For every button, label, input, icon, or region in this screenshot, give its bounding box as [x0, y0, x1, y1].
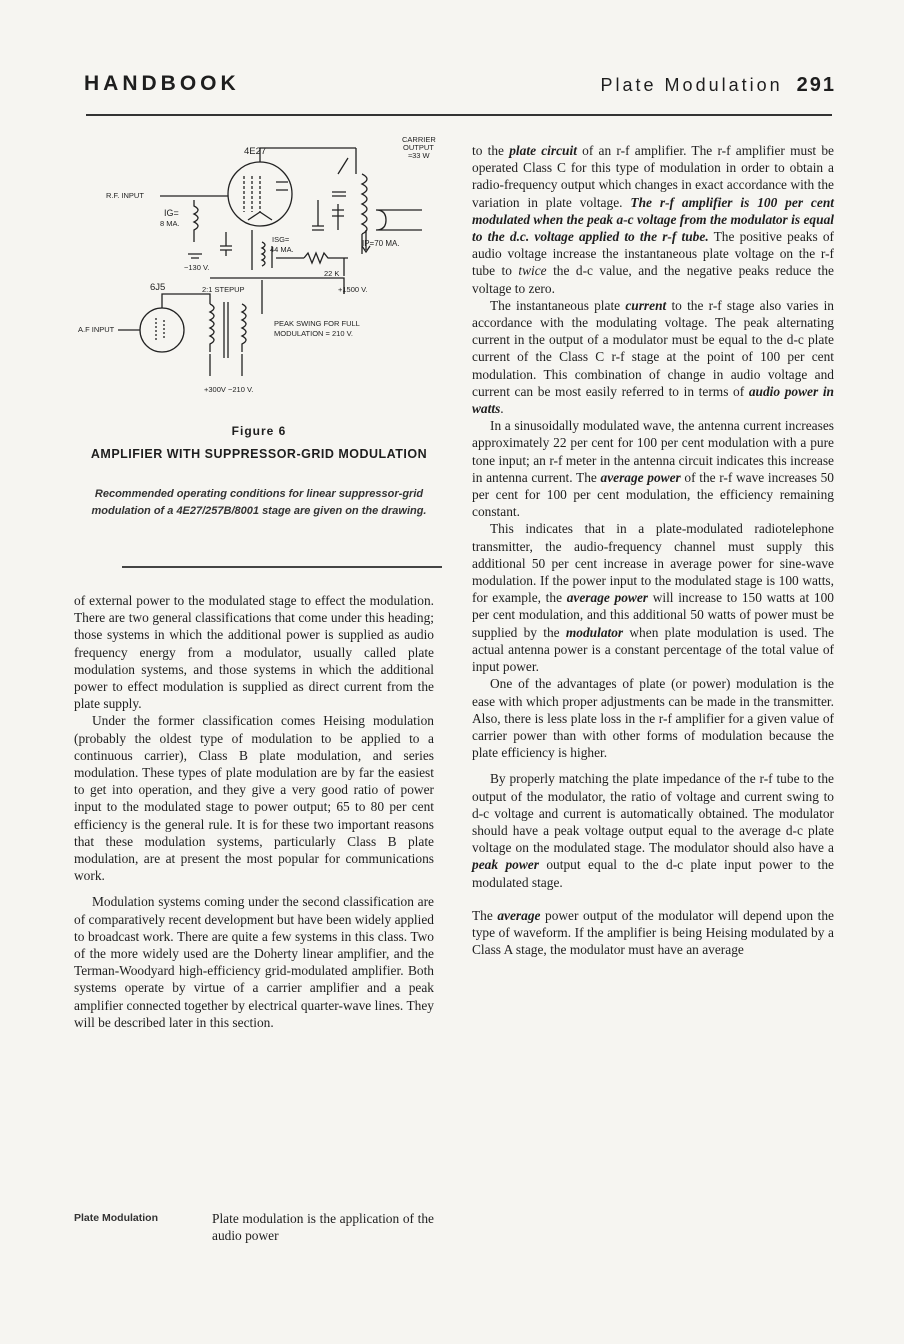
rf-input-label: R.F. INPUT [106, 191, 144, 200]
triode-envelope [140, 308, 184, 352]
r22k-label: 22 K [324, 269, 340, 278]
ig-value-label: 8 MA. [160, 219, 180, 228]
peak-swing-label: PEAK SWING FOR FULL [274, 319, 360, 328]
text-run: when plate modulation is used. The actual antenna power is a constant percentage of the total value of input power. [472, 624, 834, 675]
left-column [74, 592, 434, 1031]
neg130-label: −130 V. [184, 263, 210, 272]
paragraph [472, 907, 834, 959]
isg-label: ISG= [272, 235, 290, 244]
text-run: will increase to 150 watts at 100 per cent modulation, and this additional 50 watts of power must be supplied by the [472, 590, 834, 640]
emphasis: average power [566, 590, 649, 606]
header-rule [86, 114, 832, 116]
page-number: 291 [796, 74, 836, 96]
text-run: power output of the modulator will depend upon the type of waveform. If the amplifier is being Heising modulated by a Class A stage, the modulator must have an average [472, 907, 834, 958]
output-label: OUTPUT [403, 143, 434, 152]
sidehead-text [212, 1210, 434, 1244]
paragraph: Modulation systems coming under the second classification are of comparatively recent development but have been widely applied to broadcast work. There are quite a few systems in this class. Two of the more widely used are the Doherty linear amplifier, and the Terman-Woodyard high-efficiency grid-modulated amplifier. Both systems operate by virtue of a carrier amplifier and a peak amplifier connected together by electrical quarter-wave lines. They will be described later in this section. [74, 894, 434, 1030]
text-run: The positive peaks of audio voltage increase the instantaneous plate voltage on the r-f tube to [472, 229, 835, 279]
figure-description: Recommended operating conditions for linear suppressor-grid modulation of a 4E27/257B/8001 stage are given on the drawing. [91, 488, 427, 517]
af-input-label: A.F INPUT [78, 325, 115, 334]
emphasis: audio power in watts [472, 383, 834, 417]
running-header-book: HANDBOOK [84, 72, 240, 95]
emphasis: modulator [565, 624, 624, 640]
running-header-section [601, 74, 836, 97]
text-run: This indicates that in a plate-modulated radiotelephone transmitter, the audio-frequency channel must supply this additional 50 per cent increase in average power for sine-wave modulation. If the power input to the modulated stage is 100 watts, for example, the [472, 521, 834, 606]
plus1500-label: +1500 V. [338, 285, 368, 294]
emphasis: plate circuit [509, 143, 577, 158]
tube2-label: 6J5 [150, 282, 166, 293]
emphasis: average [497, 907, 541, 923]
text-run: The instantaneous plate [490, 297, 626, 313]
text-run: output equal to the d-c plate input power to the modulated stage. [472, 857, 835, 890]
paragraph [472, 520, 834, 675]
text-run: the d-c value, and the negative peaks reduce the voltage to zero. [472, 263, 834, 296]
text-run: In a sinusoidally modulated wave, the antenna current increases approximately 22 per cent for 100 per cent modulation with a pure tone input; an r-f meter in the antenna circuit indicates this increase in antenna current. The [472, 418, 834, 485]
stepup-label: 2:1 STEPUP [202, 285, 245, 294]
sidehead-label: Plate Modulation [74, 1212, 158, 1224]
figure-number: Figure 6 [231, 424, 287, 438]
text-run: of an r-f amplifier. The r-f amplifier must be operated Class C for this type of modulation in order to obtain a radio-frequency output which changes in exact accordance with the variation in plate voltage. [472, 143, 834, 210]
section-title: Plate Modulation [600, 75, 783, 95]
emphasis: peak power [472, 857, 539, 873]
bottom-voltage-label: +300V −210 V. [204, 385, 254, 394]
schematic-diagram [76, 134, 442, 444]
paragraph: Under the former classification comes Heising modulation (probably the oldest type of modulation to be applied to a continuous carrier), Class B plate modulation, and series modulation. These types of plate modulation are by far the easiest to get into operation, and they give a very good ratio of power input to the modulated stage to power output; 65 to 80 per cent efficiency is the general rule. It is for these two important reasons that these modulation systems, particularly Class B plate modulation, are at present the most popular for communications work. [74, 713, 434, 884]
emphasis: average power [600, 469, 681, 485]
text-run: The [472, 907, 498, 923]
text-run: of the r-f wave increases 50 per cent for 100 per cent modulation, the efficiency remaining constant. [472, 469, 834, 520]
carrier-watts-label: ≈33 W [408, 151, 430, 160]
ig-label: IG= [164, 208, 179, 218]
figure-title: AMPLIFIER WITH SUPPRESSOR-GRID MODULATION [90, 447, 428, 461]
schematic-figure [76, 134, 442, 444]
paragraph [472, 297, 834, 417]
paragraph [472, 142, 834, 297]
paragraph [472, 770, 834, 890]
paragraph: of external power to the modulated stage to effect the modulation. There are two general classifications that come under this heading; those systems in which the additional power is supplied as audio frequency energy from a modulator, usually called plate modulation systems, and those systems in which the additional power to effect modulation is supplied as direct current from the plate supply. [74, 593, 434, 712]
right-column [472, 142, 834, 958]
paragraph [472, 417, 834, 520]
emphasis: twice [518, 263, 547, 279]
emphasis: current [625, 297, 667, 313]
isg-value-label: 44 MA. [270, 245, 294, 254]
figure-rule [122, 566, 442, 568]
ip-label: IP=70 MA. [362, 239, 400, 248]
text-run: . [500, 401, 504, 417]
peak-mod-label: MODULATION = 210 V. [274, 329, 353, 338]
text-run: to the [472, 143, 510, 158]
emphasis: The r-f amplifier is 100 per cent modulated when the peak a-c voltage from the modulator is equal to the d.c. voltage applied to the r-f tube. [472, 194, 834, 245]
carrier-label: CARRIER [402, 135, 436, 144]
text-run: to the r-f stage also varies in accordance with the modulating voltage. The peak alternating current in the output of a modulator must be equal to the d-c plate current of the Class C r-f stage at the point of 100 per cent modulation. This combination of change in audio voltage and current can be most easily referred to in terms of [472, 297, 834, 399]
text-run: By properly matching the plate impedance of the r-f tube to the output of the modulator, the ratio of voltage and current swing to d-c voltage and current is automatically obtained. The modulator should have a peak voltage output equal to the average d-c plate voltage on the modulated stage. The modulator should also have a [472, 771, 834, 856]
paragraph: One of the advantages of plate (or power) modulation is the ease with which proper adjustments can be made in the transmitter. Also, there is less plate loss in the r-f amplifier for a given value of carrier power than with other forms of modulation because the plate efficiency is higher. [472, 676, 834, 761]
paragraph: Plate modulation is the application of the audio power [212, 1211, 434, 1244]
tube-label: 4E27 [244, 146, 267, 157]
